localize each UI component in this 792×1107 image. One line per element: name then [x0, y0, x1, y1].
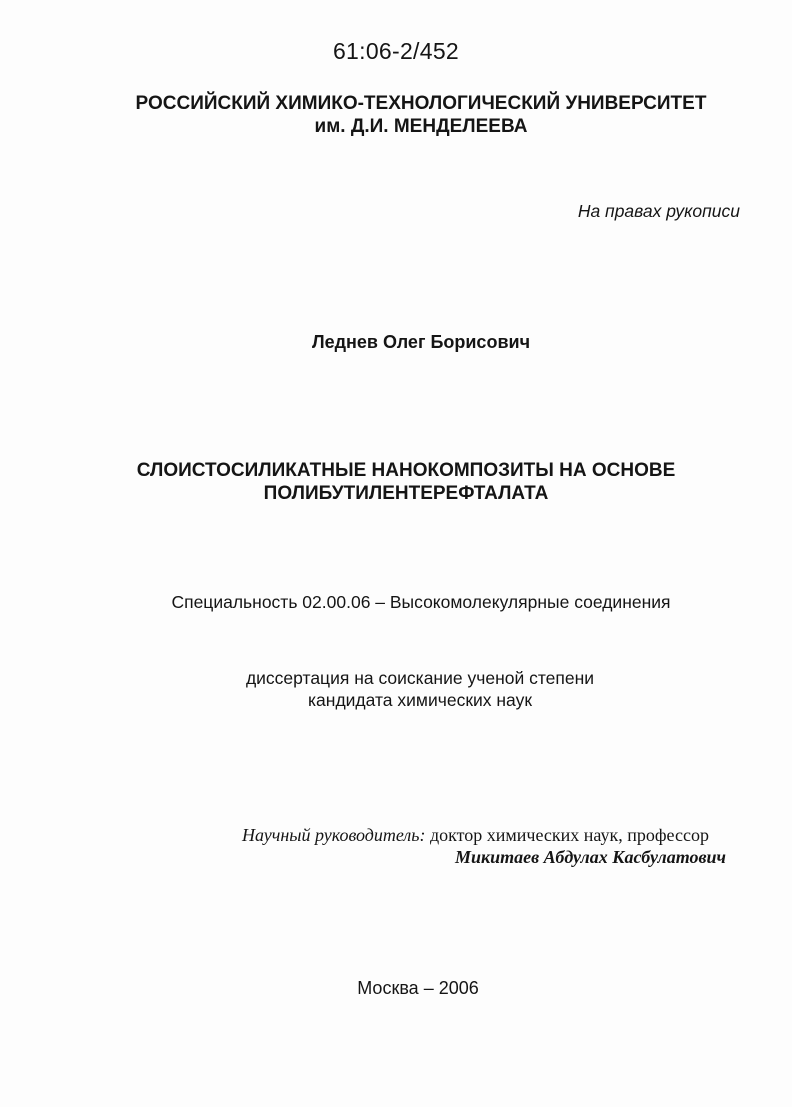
city-year: Москва – 2006: [357, 978, 479, 998]
dissertation-title: [0, 459, 792, 505]
supervisor-line: [242, 824, 709, 847]
specialty: Специальность 02.00.06 – Высокомолекулярные соединения: [171, 592, 671, 612]
university-line-2: им. Д.И. МЕНДЕЛЕЕВА: [314, 116, 528, 137]
title-line-1: СЛОИСТОСИЛИКАТНЫЕ НАНОКОМПОЗИТЫ НА ОСНОВЕ: [136, 460, 676, 481]
manuscript-note: На правах рукописи: [577, 201, 740, 221]
author-name: Леднев Олег Борисович: [311, 332, 531, 352]
degree-line-2: кандидата химических наук: [308, 690, 532, 710]
supervisor-credentials: доктор химических наук, профессор: [425, 825, 709, 845]
supervisor-name: Микитаев Абдулах Касбулатович: [454, 847, 726, 867]
university-name: [0, 92, 792, 138]
title-line-2: ПОЛИБУТИЛЕНТЕРЕФТАЛАТА: [263, 483, 549, 504]
degree-line-1: диссертация на соискание ученой степени: [245, 668, 595, 688]
degree-statement: [0, 667, 792, 711]
university-line-1: РОССИЙСКИЙ ХИМИКО-ТЕХНОЛОГИЧЕСКИЙ УНИВЕРСИТЕТ: [135, 93, 707, 114]
supervisor-label: Научный руководитель:: [242, 825, 426, 845]
archive-code: 61:06-2/452: [332, 38, 460, 64]
